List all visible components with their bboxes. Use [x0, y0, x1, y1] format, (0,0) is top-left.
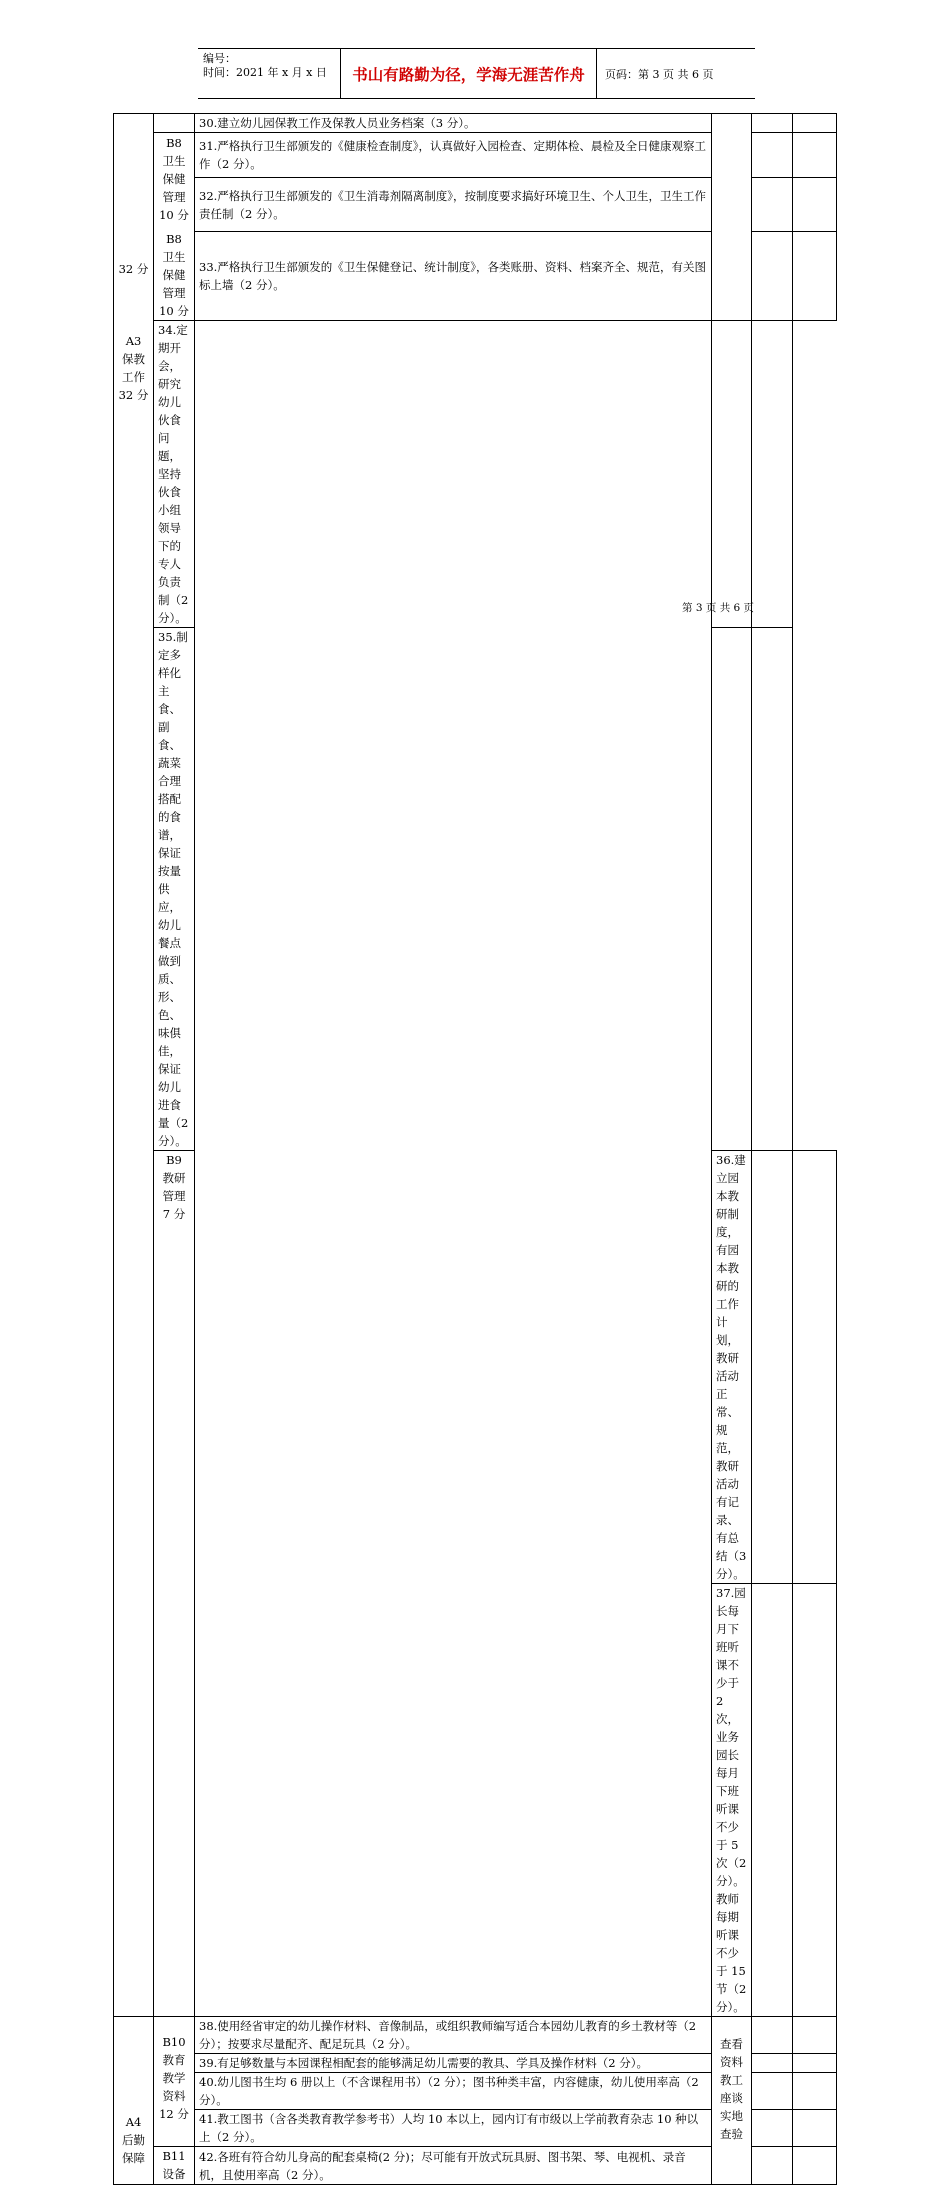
item-35: 35.制定多样化主食、副食、蔬菜合理搭配的食谱，保证按量供应，幼儿餐点做到质、形、色、味俱佳，保证幼儿进食量（2 分）。 [154, 628, 195, 1151]
score-cell [793, 114, 837, 133]
b8-label: 卫生 [162, 250, 186, 264]
b8-label: 10 分 [159, 208, 189, 222]
b10-label: 教学 [162, 2071, 186, 2085]
a3-category-cell [114, 114, 154, 2017]
item-32: 32.严格执行卫生部颁发的《卫生消毒剂隔离制度》，按制度要求搞好环境卫生、个人卫生，卫生工作责任制（2 分）。 [195, 178, 712, 232]
item-37: 37.园长每月下班听课不少于 2 次，业务园长每月下班听课不少于 5 次（2 分）。教师每期听课不少于 15 节（2 分）。 [712, 1584, 752, 2017]
b10-label: 12 分 [159, 2107, 189, 2121]
b8-label: 10 分 [159, 304, 189, 318]
item-39: 39.有足够数量与本园课程相配套的能够满足幼儿需要的教具、学具及操作材料（2 分）。 [195, 2054, 712, 2073]
table-row [114, 2017, 837, 2054]
score-cell [752, 231, 793, 320]
item-42: 42.各班有符合幼儿身高的配套桌椅(2 分)；尽可能有开放式玩具厨、图书架、琴、电视机、录音机，且使用率高（2 分）。 [195, 2147, 712, 2185]
item-40: 40.幼儿图书生均 6 册以上（不含课程用书）（2 分）；图书种类丰富，内容健康，幼儿使用率高（2 分）。 [195, 2073, 712, 2110]
b8-label: 管理 [162, 190, 186, 204]
header-meta [198, 49, 340, 98]
b11-label: 设备 [162, 2167, 186, 2181]
method-label: 查验 [720, 2127, 743, 2141]
score-cell [752, 2017, 793, 2054]
method-label: 实地 [720, 2109, 743, 2123]
item-36: 36.建立园本教研制度，有园本教研的工作计划，教研活动正常、规范，教研活动有记录、有总结（3 分）。 [712, 1151, 752, 1584]
score-cell [793, 1151, 837, 1584]
score-cell [793, 178, 837, 232]
score-cell [752, 114, 793, 133]
b-empty-cell [154, 114, 195, 133]
score-cell [752, 321, 793, 628]
method-label: 查看 [720, 2037, 743, 2051]
score-cell [752, 628, 793, 1151]
a3-label: A3 [125, 334, 142, 348]
score-cell [752, 2110, 793, 2147]
b8-subcategory-cell [154, 133, 195, 321]
b9-label: 管理 [162, 1189, 186, 1203]
header-page-number: 页码：第 3 页 共 6 页 [605, 67, 714, 81]
a3-label: 保教 [122, 352, 145, 366]
item-41: 41.教工图书（含各类教育教学参考书）人均 10 本以上，园内订有市级以上学前教育杂志 10 种以上（2 分）。 [195, 2110, 712, 2147]
evaluation-table [113, 113, 837, 2185]
score-cell [793, 2073, 837, 2110]
a3-label: 工作 [122, 370, 145, 384]
score-cell [793, 133, 837, 178]
score-cell [712, 321, 752, 628]
b11-subcategory-cell [154, 2147, 195, 2185]
score-cell [793, 2017, 837, 2054]
b11-label: B11 [162, 2149, 186, 2163]
item-30: 30.建立幼儿园保教工作及保教人员业务档案（3 分）。 [195, 114, 712, 133]
score-cell [793, 2054, 837, 2073]
a3-score-top: 32 分 [118, 262, 149, 276]
b9-label: B9 [166, 1153, 182, 1167]
b8-label: B8 [166, 136, 182, 150]
method-cell [712, 114, 752, 321]
a4-label: A4 [125, 2115, 142, 2129]
method-label: 教工 [720, 2073, 743, 2087]
score-cell [752, 2073, 793, 2110]
method-cell [195, 321, 712, 2017]
method-label: 资料 [720, 2055, 743, 2069]
b9-subcategory-cell [154, 1151, 195, 2017]
b8-label: 卫生 [162, 154, 186, 168]
page-footer: 第 3 页 共 6 页 [682, 602, 755, 614]
table-row [114, 114, 837, 133]
b10-label: 教育 [162, 2053, 186, 2067]
a4-label: 保障 [122, 2151, 145, 2165]
page-header [198, 48, 755, 99]
table-row [114, 321, 837, 628]
item-38: 38.使用经省审定的幼儿操作材料、音像制品，或组织教师编写适合本园幼儿教育的乡土教材等（2 分）；按要求尽量配齐、配足玩具（2 分）。 [195, 2017, 712, 2054]
score-cell [793, 2147, 837, 2185]
item-34: 34.定期开会，研究幼儿伙食问题，坚持伙食小组领导下的专人负责制（2 分）。 [154, 321, 195, 628]
score-cell [752, 133, 793, 178]
score-cell [752, 1151, 793, 1584]
score-cell [752, 2147, 793, 2185]
score-cell [712, 628, 752, 1151]
time-label: 时间：2021 年 x 月 x 日 [203, 66, 327, 79]
b10-label: 资料 [162, 2089, 186, 2103]
item-33: 33.严格执行卫生部颁发的《卫生保健登记、统计制度》，各类账册、资料、档案齐全、规范，有关图标上墙（2 分）。 [195, 231, 712, 320]
score-cell [752, 178, 793, 232]
score-cell [793, 1584, 837, 2017]
header-motto: 书山有路勤为径，学海无涯苦作舟 [340, 49, 597, 98]
method-cell [712, 2017, 752, 2185]
b8-label: 保健 [162, 172, 186, 186]
b10-label: B10 [162, 2035, 186, 2049]
a3-label: 32 分 [118, 388, 149, 402]
item-31: 31.严格执行卫生部颁发的《健康检查制度》，认真做好入园检查、定期体检、晨检及全日健康观察工作（2 分）。 [195, 133, 712, 178]
b9-label: 7 分 [162, 1207, 186, 1221]
b9-label: 教研 [162, 1171, 186, 1185]
score-cell [793, 2110, 837, 2147]
b8-label: 管理 [162, 286, 186, 300]
method-label: 座谈 [720, 2091, 743, 2105]
a4-category-cell [114, 2017, 154, 2185]
b8-label: B8 [166, 232, 182, 246]
score-cell [752, 1584, 793, 2017]
a4-label: 后勤 [122, 2133, 145, 2147]
doc-number-label: 编号： [203, 52, 236, 65]
b8-label: 保健 [162, 268, 186, 282]
b10-subcategory-cell [154, 2017, 195, 2147]
score-cell [793, 231, 837, 320]
score-cell [752, 2054, 793, 2073]
